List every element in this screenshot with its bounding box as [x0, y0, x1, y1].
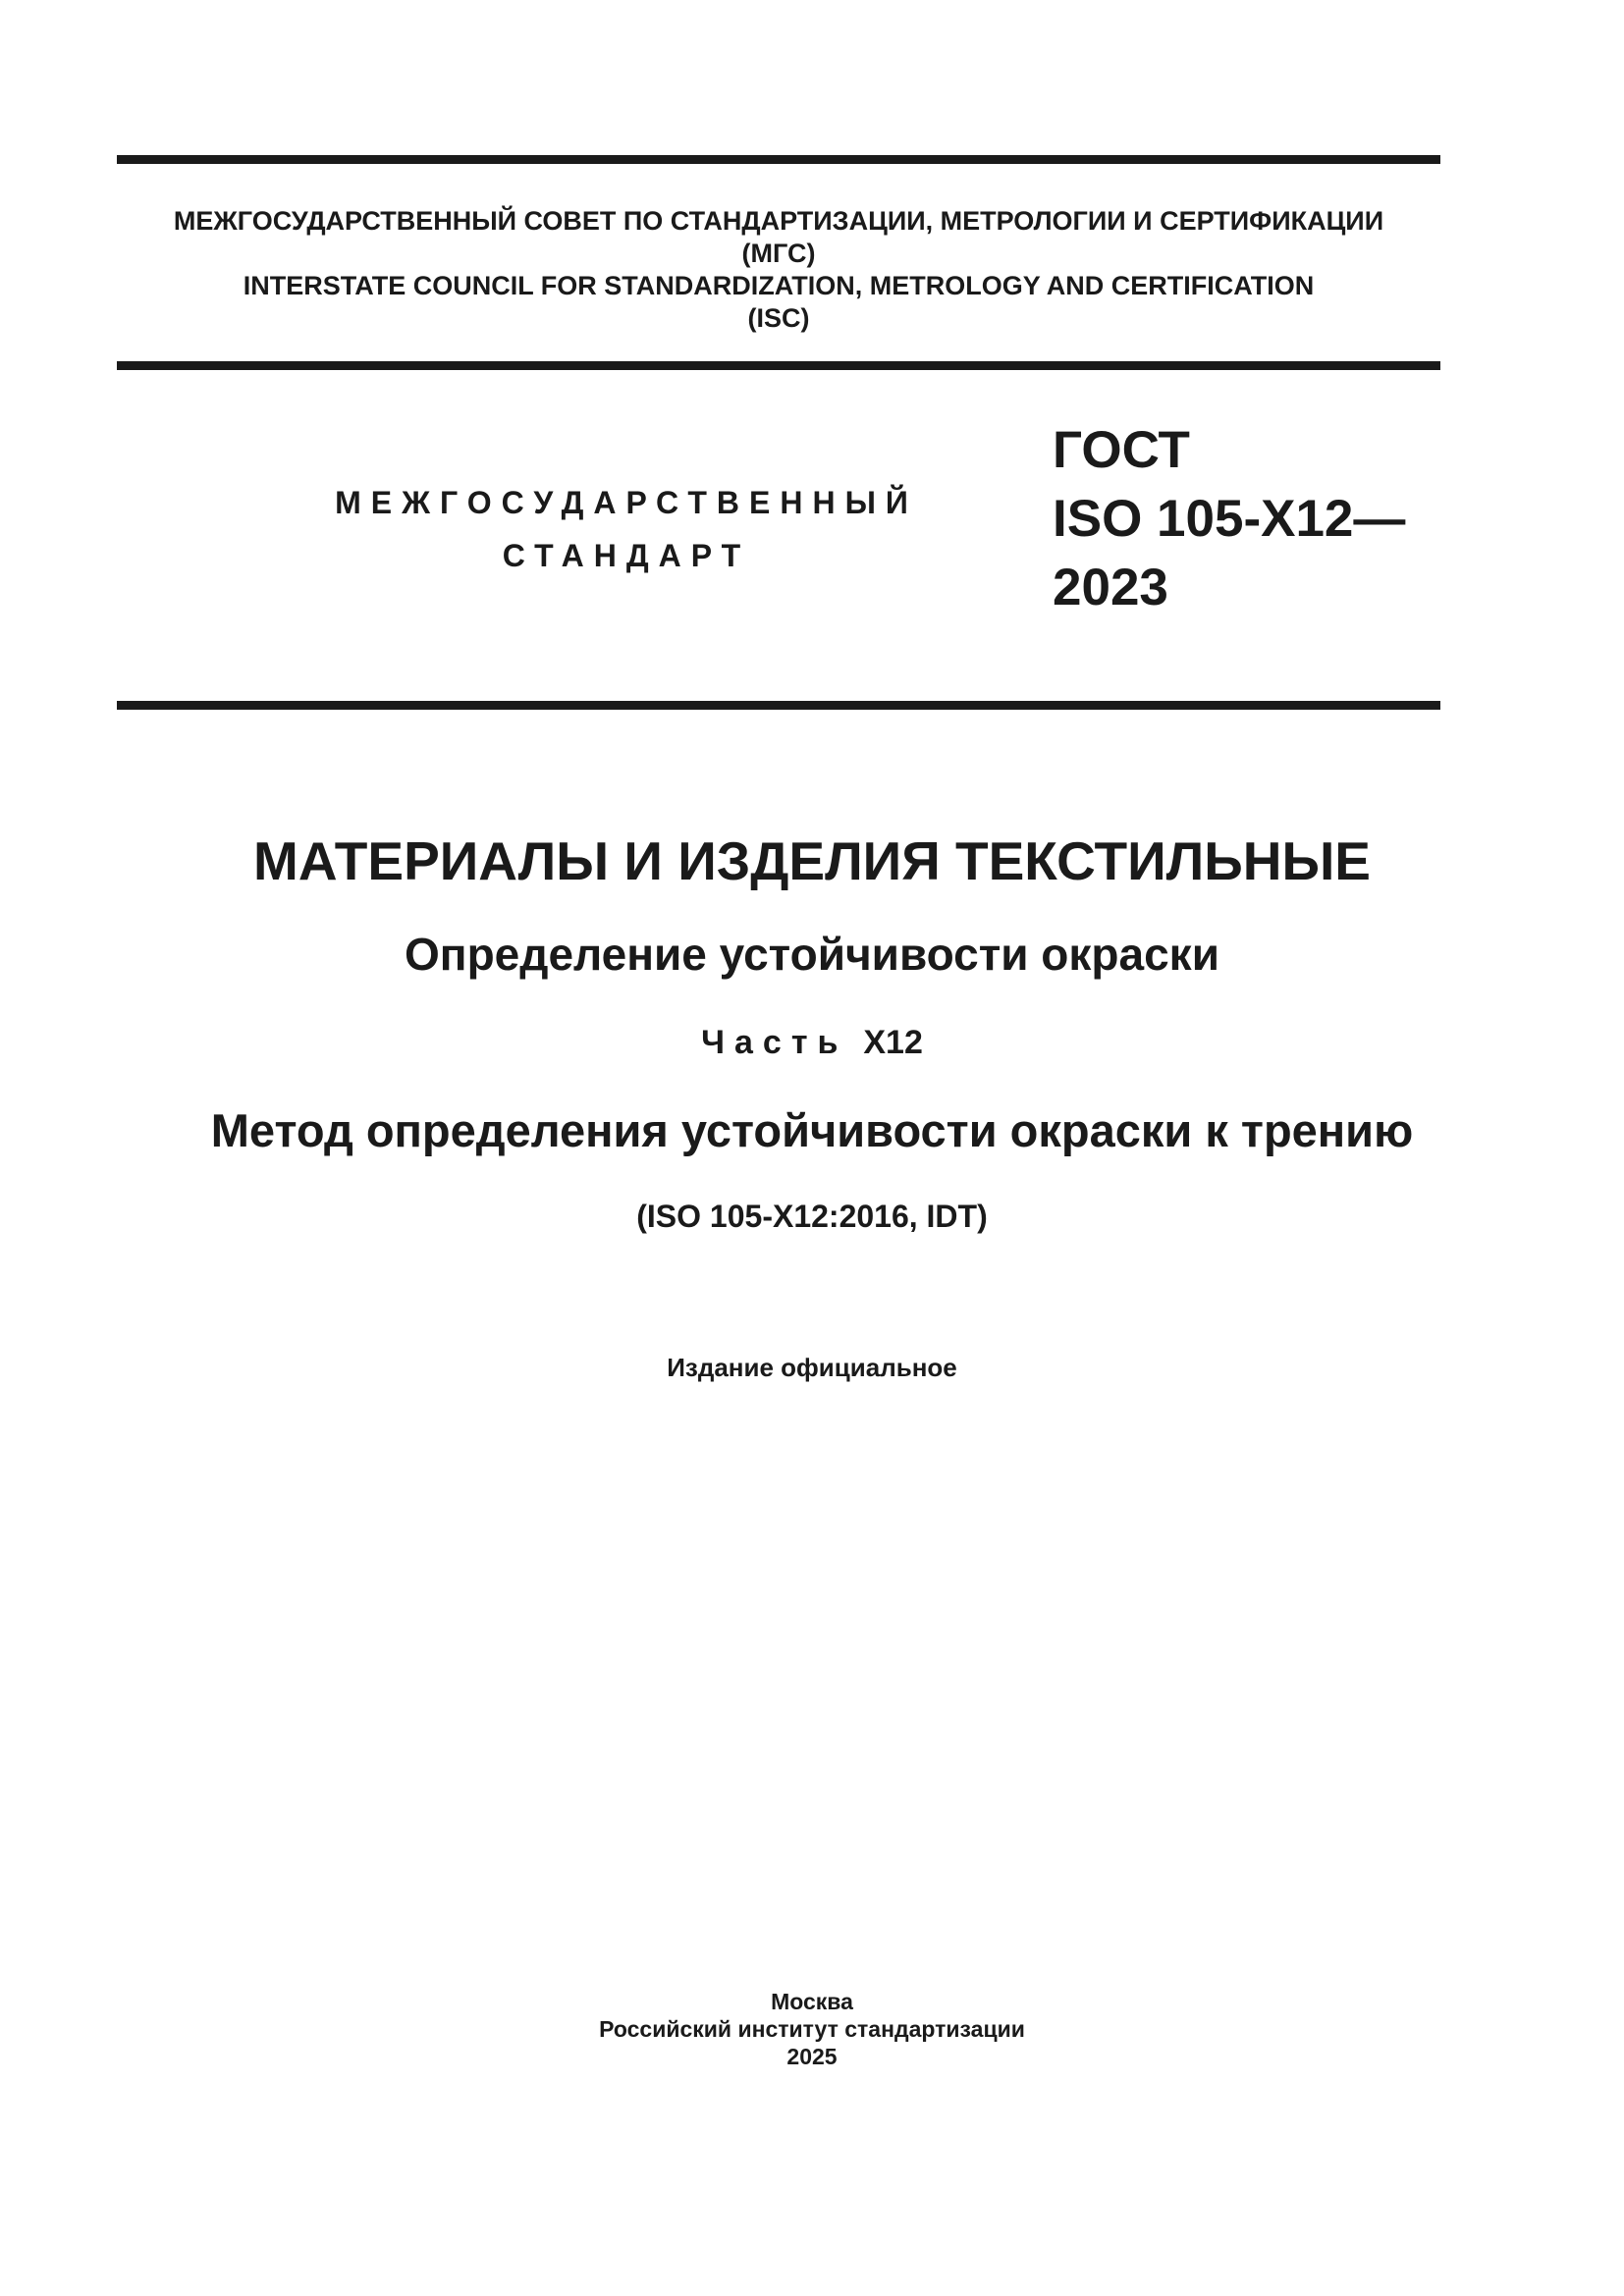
council-ru-abbr: (МГС) [741, 239, 816, 268]
gost-line-1: ГОСТ [1053, 421, 1190, 479]
imprint-year: 2025 [786, 2044, 838, 2069]
designation-rule [117, 701, 1440, 710]
imprint-block [0, 1988, 1624, 2070]
header-rule [117, 361, 1440, 370]
document-title: МАТЕРИАЛЫ И ИЗДЕЛИЯ ТЕКСТИЛЬНЫЕ [253, 830, 1371, 891]
gost-designation [1053, 416, 1405, 622]
top-rule [117, 155, 1440, 164]
council-en-block [117, 270, 1440, 335]
edition-label: Издание официальное [667, 1353, 957, 1382]
council-ru-name: МЕЖГОСУДАРСТВЕННЫЙ СОВЕТ ПО СТАНДАРТИЗАЦИИ, МЕТРОЛОГИИ И СЕРТИФИКАЦИИ [173, 206, 1384, 236]
interstate-line-2: СТАНДАРТ [502, 538, 751, 573]
method-title: Метод определения устойчивости окраски к трению [210, 1104, 1414, 1156]
gost-line-3: 2023 [1053, 559, 1168, 616]
gost-line-2: ISO 105-X12— [1053, 490, 1406, 548]
part-number: X12 [863, 1024, 923, 1061]
document-subtitle: Определение устойчивости окраски [405, 929, 1219, 980]
imprint-publisher: Российский институт стандартизации [599, 2016, 1025, 2042]
part-label [0, 1021, 1624, 1064]
iso-reference: (ISO 105-X12:2016, IDT) [636, 1199, 988, 1234]
interstate-standard-label [312, 476, 941, 582]
council-ru-block [117, 205, 1440, 270]
imprint-city: Москва [771, 1989, 853, 2014]
part-word: Часть [701, 1024, 848, 1061]
council-en-abbr: (ISC) [747, 303, 810, 333]
interstate-line-1: МЕЖГОСУДАРСТВЕННЫЙ [335, 485, 918, 520]
council-en-name: INTERSTATE COUNCIL FOR STANDARDIZATION, METROLOGY AND CERTIFICATION [243, 271, 1315, 300]
